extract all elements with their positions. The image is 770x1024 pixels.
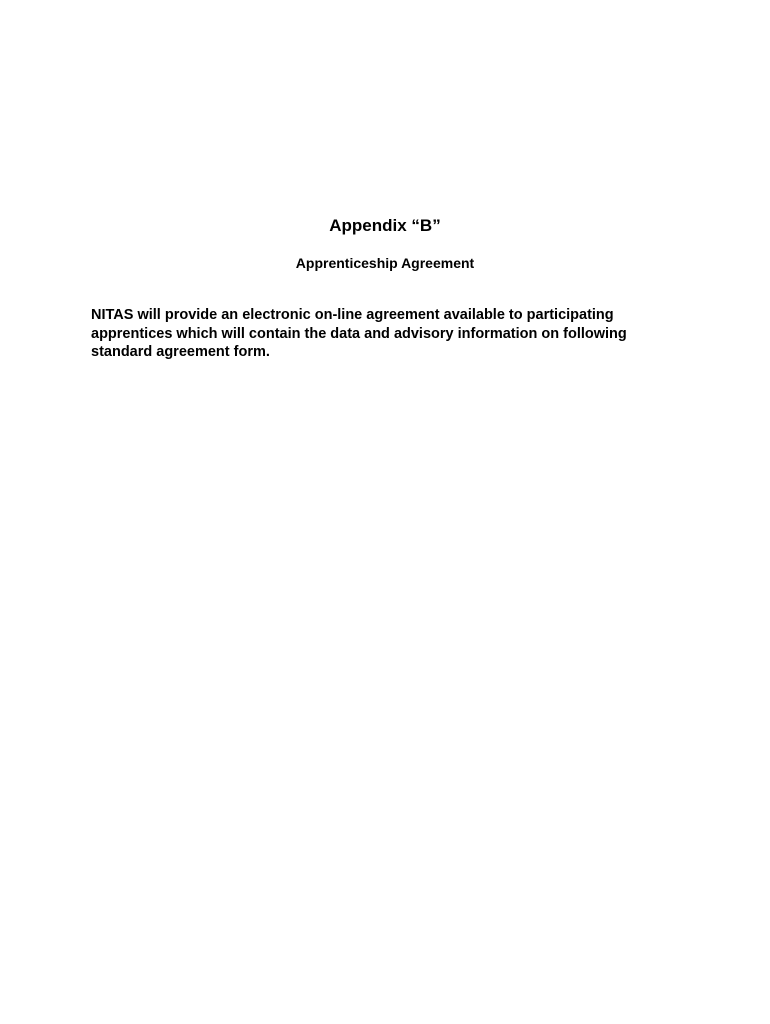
paragraph-line: standard agreement form. (91, 344, 270, 361)
page-title: Appendix “B” (329, 216, 441, 235)
body-paragraph (91, 306, 691, 362)
page-subtitle: Apprenticeship Agreement (295, 255, 475, 271)
paragraph-line: NITAS will provide an electronic on-line agreement available to participating (91, 307, 614, 323)
paragraph-line: apprentices which will contain the data and advisory information on following (91, 325, 627, 342)
